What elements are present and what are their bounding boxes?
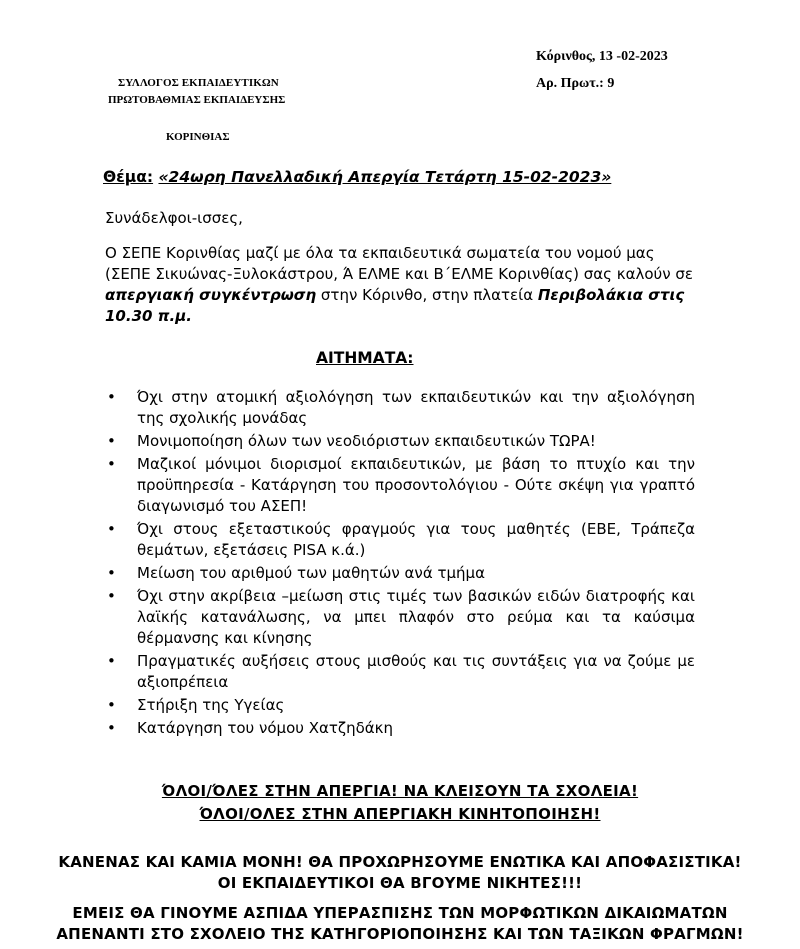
demand-item: • Κατάργηση του νόμου Χατζηδάκη (105, 718, 695, 739)
document-date: Κόρινθος, 13 -02-2023 (536, 49, 668, 64)
demands-list (105, 387, 695, 741)
slogan-strike: ΌΛΟΙ/ΌΛΕΣ ΣΤΗΝ ΑΠΕΡΓΙΑ! ΝΑ ΚΛΕΙΣΟΥΝ ΤΑ ΣΧΟΛΕΙΑ! (161, 782, 639, 800)
protocol-number: Αρ. Πρωτ.: 9 (536, 76, 615, 91)
closing-paragraph-2 (0, 903, 800, 945)
demand-item: • Μαζικοί μόνιμοι διορισμοί εκπαιδευτικών, με βάση το πτυχίο και την προϋπηρεσία - Κατάργηση του προσοντολόγιου - Ούτε σκέψη για γραπτό διαγωνισμό του ΑΣΕΠ! (105, 454, 695, 517)
organization-region: ΚΟΡΙΝΘΙΑΣ (166, 131, 230, 143)
organization-name-line1: ΣΥΛΛΟΓΟΣ ΕΚΠΑΙΔΕΥΤΙΚΩΝ (118, 77, 279, 89)
closing-paragraph-1 (0, 852, 800, 894)
closing-line: ΚΑΝΕΝΑΣ ΚΑΙ ΚΑΜΙΑ ΜΟΝΗ! ΘΑ ΠΡΟΧΩΡΗΣΟΥΜΕ ΕΝΩΤΙΚΑ ΚΑΙ ΑΠΟΦΑΣΙΣΤΙΚΑ! (58, 853, 742, 871)
closing-line: ΑΠΕΝΑΝΤΙ ΣΤΟ ΣΧΟΛΕΙΟ ΤΗΣ ΚΑΤΗΓΟΡΙΟΠΟΙΗΣΗΣ ΚΑΙ ΤΩΝ ΤΑΞΙΚΩΝ ΦΡΑΓΜΩΝ! (56, 925, 744, 943)
intro-emphasis-place-time: Περιβολάκια στις 10.30 π.μ. (105, 286, 685, 325)
intro-text: στην Κόρινθο, στην πλατεία (316, 286, 538, 304)
demand-item: • Μείωση του αριθμού των μαθητών ανά τμήμα (105, 563, 695, 584)
intro-emphasis-rally: απεργιακή συγκέντρωση (105, 286, 317, 304)
demand-item: • Όχι στην ατομική αξιολόγηση των εκπαιδευτικών και την αξιολόγηση της σχολικής μονάδας (105, 387, 695, 429)
demand-item: • Όχι στην ακρίβεια –μείωση στις τιμές των βασικών ειδών διατροφής και λαϊκής κατανάλωσης, να μπει πλαφόν στο ρεύμα και τα καύσιμα θέρμανσης και κίνησης (105, 586, 695, 649)
demand-item: • Στήριξη της Υγείας (105, 695, 695, 716)
slogan-mobilization: ΌΛΟΙ/ΟΛΕΣ ΣΤΗΝ ΑΠΕΡΓΙΑΚΗ ΚΙΝΗΤΟΠΟΙΗΣΗ! (199, 805, 601, 823)
closing-line: ΕΜΕΙΣ ΘΑ ΓΙΝΟΥΜΕ ΑΣΠΙΔΑ ΥΠΕΡΑΣΠΙΣΗΣ ΤΩΝ ΜΟΡΦΩΤΙΚΩΝ ΔΙΚΑΙΩΜΑΤΩΝ (72, 904, 728, 922)
intro-text: Ο ΣΕΠΕ Κορινθίας μαζί με όλα τα εκπαιδευτικά σωματεία του νομού μας (ΣΕΠΕ Σικυώνας-Ξυλοκάστρου, Ά ΕΛΜΕ και Β΄ΕΛΜΕ Κορινθίας) σας καλούν σε (105, 244, 693, 283)
closing-line: ΟΙ ΕΚΠΑΙΔΕΥΤΙΚΟΙ ΘΑ ΒΓΟΥΜΕ ΝΙΚΗΤΕΣ!!! (217, 874, 583, 892)
demand-item: • Όχι στους εξεταστικούς φραγμούς για τους μαθητές (ΕΒΕ, Τράπεζα θεμάτων, εξετάσεις PISA κ.ά.) (105, 519, 695, 561)
intro-paragraph (105, 243, 695, 327)
organization-name-line2: ΠΡΩΤΟΒΑΘΜΙΑΣ ΕΚΠΑΙΔΕΥΣΗΣ (108, 94, 286, 106)
demand-item: • Μονιμοποίηση όλων των νεοδιόριστων εκπαιδευτικών ΤΩΡΑ! (105, 431, 695, 452)
demand-item: • Πραγματικές αυξήσεις στους μισθούς και τις συντάξεις για να ζούμε με αξιοπρέπεια (105, 651, 695, 693)
demands-title: ΑΙΤΗΜΑΤΑ: (316, 349, 414, 367)
subject-label: Θέμα: (103, 168, 154, 186)
subject-text: «24ωρη Πανελλαδική Απεργία Τετάρτη 15-02-2023» (158, 168, 612, 186)
greeting: Συνάδελφοι-ισσες, (105, 209, 243, 227)
subject-line (103, 168, 611, 186)
